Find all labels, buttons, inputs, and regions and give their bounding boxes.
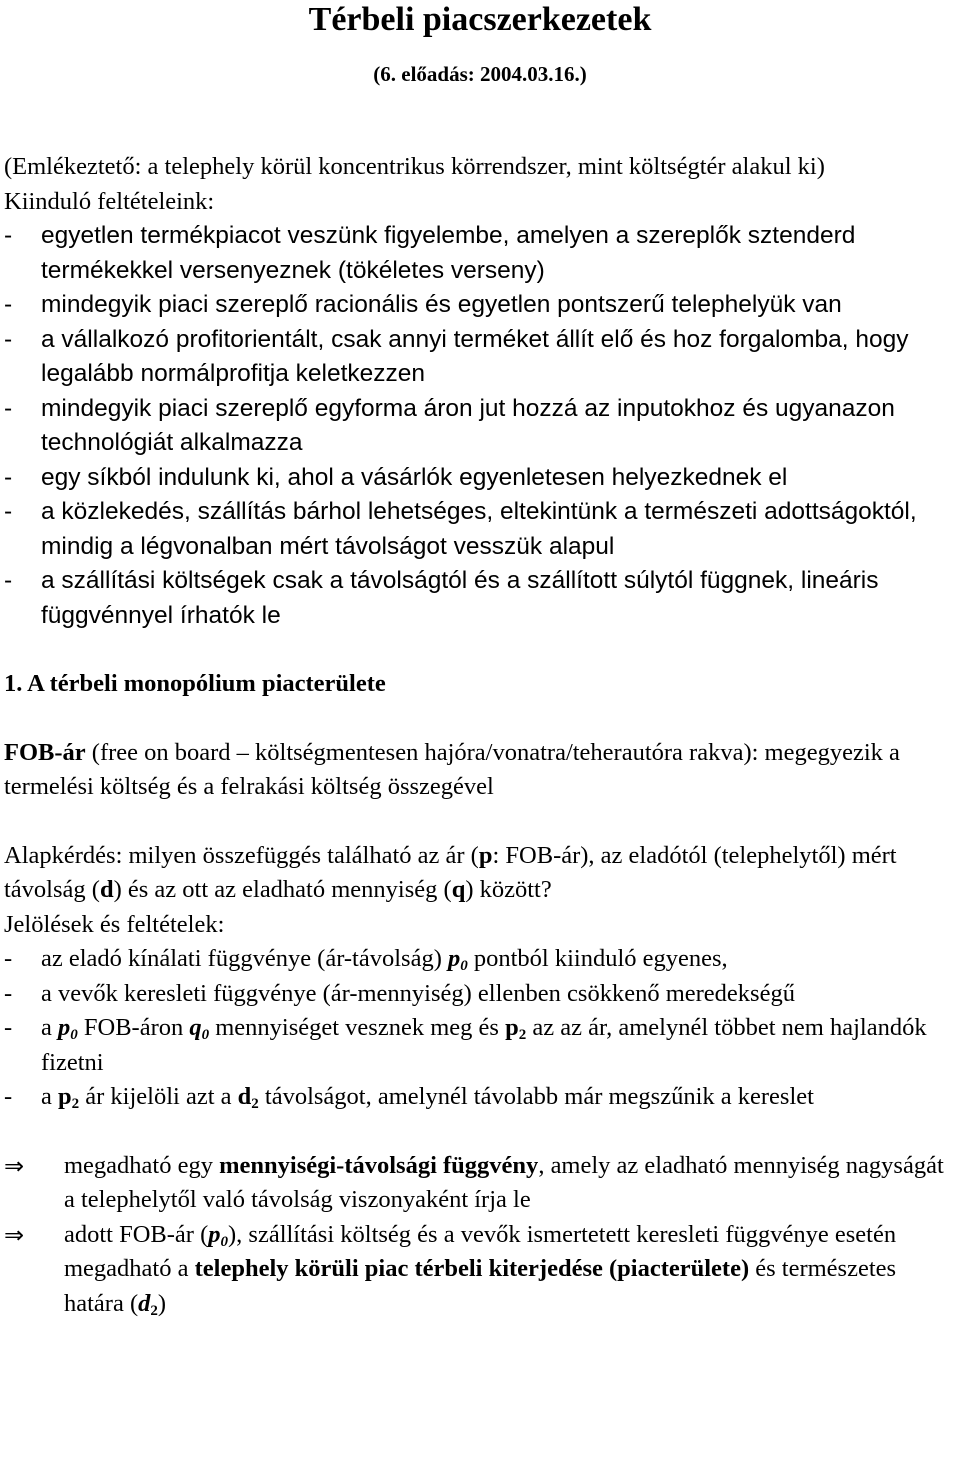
notations-list [4,942,956,1115]
var-p: p [478,841,493,869]
subscript: 0 [201,1027,210,1043]
notation-item [4,942,956,977]
conclusion-text: megadható egy [64,1151,220,1179]
implies-arrow-icon: ⇒ [4,1220,25,1249]
condition-item: - a szállítási költségek csak a távolságtól és a szállított súlytól függnek, lineáris függvénnyel írhatók le [4,564,956,633]
notation-text: az az ár, amelynél többet nem hajlandók fizetni [41,1014,927,1076]
question-text: Alapkérdés: milyen összefüggés található az ár ( [4,841,479,869]
notation-text: az eladó kínálati függvénye (ár-távolság) [41,945,448,972]
var-p0 [208,1221,228,1248]
fob-term: FOB-ár [4,738,86,766]
conditions-list [4,219,956,633]
reminder-paragraph: (Emlékeztető: a telephely körül koncentrikus körrendszer, mint költségtér alakul ki) [4,153,825,180]
question-text: ) között? [465,876,552,903]
subscript: 2 [71,1096,80,1112]
basic-question [4,839,956,908]
notation-text: pontból kiinduló egyenes, [467,945,728,972]
subscript: 0 [70,1027,78,1043]
var-q: q [451,876,466,903]
condition-item: - egy síkból indulunk ki, ahol a vásárlók egyenletesen helyezkednek el [4,461,956,496]
conclusion-text: adott FOB-ár ( [64,1220,209,1248]
conclusion-term: mennyiségi-távolsági függvény [219,1151,539,1179]
fob-definition [4,736,956,805]
notation-text: a [41,1014,58,1041]
notation-item [4,1011,956,1080]
conclusion-text: ), szállítási költség és a vevők ismertetett keresleti függvénye esetén megadható a [64,1220,897,1282]
conclusion-text: , amely az eladható mennyiség nagyságát a telephelytől való távolság viszonyaként írja le [64,1151,944,1213]
fob-definition-text: (free on board – költségmentesen hajóra/vonatra/teherautóra rakva): megegyezik a termelési költség és a felrakási költség összegével [4,738,900,800]
conclusion-item [4,1149,956,1218]
notation-text: mennyiséget vesznek meg és [209,1014,506,1041]
conditions-heading: Kiinduló feltételeink: [4,187,215,215]
var-base: q [189,1014,202,1041]
var-p0 [58,1014,78,1041]
notation-text: a [41,1083,58,1110]
var-q0 [189,1014,209,1041]
notation-text: FOB-áron [83,1014,190,1041]
var-d2 [238,1083,259,1110]
subscript: 0 [220,1233,228,1250]
lecture-date: (6. előadás: 2004.03.16.) [373,62,587,86]
subscript: 2 [150,1302,158,1319]
conclusion-item: ⇒ adott FOB-ár $(p_0)$, szállítási költség és a vevők ismertetett keresleti függvénye esetén megadható a telephely körüli piac térbeli kiterjedése (piacterülete) és természetes határa $(d_2)$ [4,1218,956,1322]
condition-item: - egyetlen termékpiacot veszünk figyelembe, amelyen a szereplők sztenderd termékekkel versenyeznek (tökéletes verseny) [4,219,956,288]
question-text: ) és az ott az eladható mennyiség ( [113,876,452,903]
question-text: : FOB-ár), az eladótól (telephelytől) mért távolság ( [4,841,897,903]
section-heading: 1. A térbeli monopólium piacterülete [4,670,386,697]
var-d: d [99,876,114,903]
condition-item: - a közlekedés, szállítás bárhol lehetséges, eltekintünk a természeti adottságoktól, mindig a légvonalban mért távolságot vesszük alapul [4,495,956,564]
var-base: d [237,1083,252,1110]
notation-text: távolságot, amelynél távolabb már megszűnik a kereslet [258,1083,814,1110]
condition-item: - a vállalkozó profitorientált, csak annyi terméket állít elő és hoz forgalomba, hogy legalább normálprofitja keletkezzen [4,323,956,392]
var-d2 [138,1290,158,1317]
var-base: p [208,1220,221,1248]
var-base: p [58,1014,71,1041]
var-base: d [138,1289,151,1317]
var-base: p [505,1014,519,1041]
notation-text: ár kijelöli azt a [79,1083,238,1110]
var-p2 [505,1014,526,1041]
implies-arrow-icon: ⇒ [4,1151,25,1180]
notation-item [4,1080,956,1115]
subscript: 2 [518,1027,527,1043]
page-title: Térbeli piacszerkezetek [308,1,652,38]
condition-item: - mindegyik piaci szereplő egyforma áron jut hozzá az inputokhoz és ugyanazon technológiát alkalmazza [4,392,956,461]
subscript: 0 [460,958,468,974]
notation-text: a vevők keresleti függvénye (ár-mennyiség) ellenben csökkenő meredekségű [41,979,795,1007]
notation-item [4,977,956,1012]
var-p2 [58,1083,79,1110]
var-base: p [58,1083,72,1110]
conclusion-term: telephely körüli piac térbeli kiterjedése (piacterülete) [194,1255,750,1282]
var-p0 [448,945,468,972]
condition-item: - mindegyik piaci szereplő racionális és egyetlen pontszerű telephelyük van [4,288,956,323]
conclusion-text: és természetes határa ( [64,1255,897,1317]
subscript: 2 [251,1096,259,1112]
notations-heading: Jelölések és feltételek: [4,910,225,938]
var-base: p [447,945,461,972]
